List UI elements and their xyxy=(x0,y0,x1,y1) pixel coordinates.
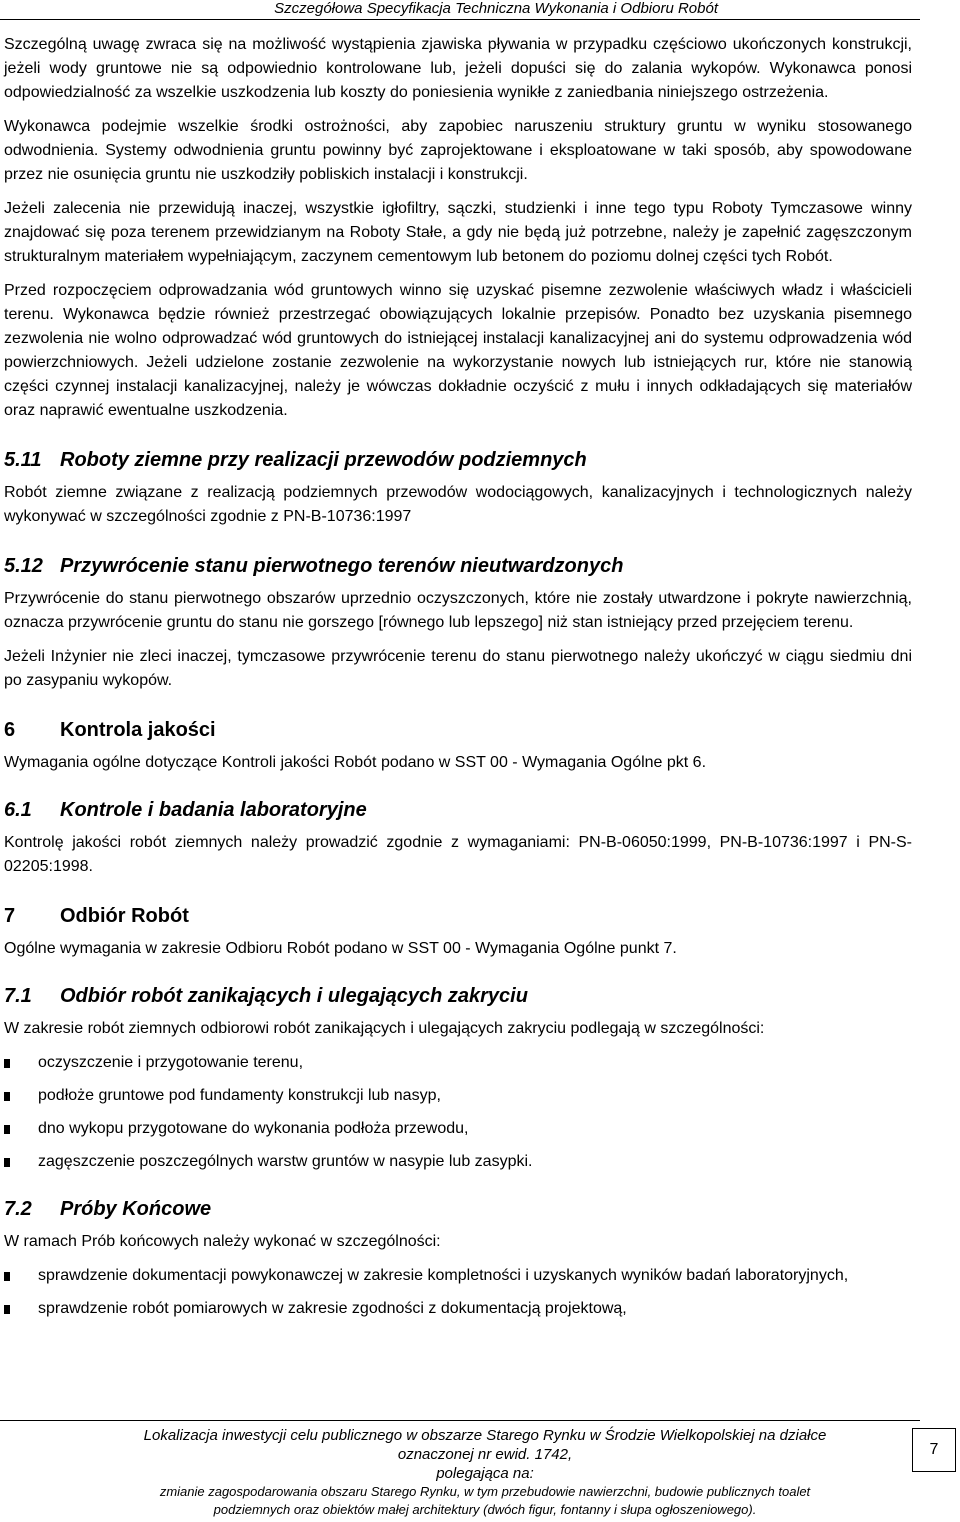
final-tests-list xyxy=(4,1264,912,1321)
section-number: 7.1 xyxy=(4,985,32,1007)
section-number: 7.2 xyxy=(4,1198,32,1220)
paragraph-temporary-works: Jeżeli zalecenia nie przewidują inaczej, wszystkie igłofiltry, sączki, studzienki i inne tego typu Roboty Tymczasowe winny znajdować się poza terenem przewidzianym na Roboty Stałe, a gdy nie będą już potrzebne, należy je zapełnić zagęszczonym strukturalnym materiałem wypełniającym, zaczynem cementowym lub betonem do poziomu dolnej części tych Robót. xyxy=(4,200,912,265)
paragraph-flotation-warning: Szczególną uwagę zwraca się na możliwość wystąpienia zjawiska pływania w przypadku częściowo ukończonych konstrukcji, jeżeli wody gruntowe nie są odpowiednio kontrolowane lub, jeżeli dopuści się do zalania wykopów. Wykonawca ponosi odpowiedzialność za wszelkie uszkodzenia lub koszty do poniesienia wynikłe z zaniedbania niniejszego ostrzeżenia. xyxy=(4,36,912,101)
section-number: 5.12 xyxy=(4,555,43,577)
section-title: Próby Końcowe xyxy=(60,1198,212,1220)
bullet-square-icon xyxy=(4,1305,10,1314)
page-header xyxy=(0,0,960,20)
section-title: Przywrócenie stanu pierwotnego terenów nieutwardzonych xyxy=(60,555,624,577)
list-item xyxy=(4,1051,912,1075)
list-item-text: sprawdzenie robót pomiarowych w zakresie zgodności z dokumentacją projektową, xyxy=(38,1300,627,1317)
section-heading-7-1 xyxy=(4,981,912,1011)
section-title: Kontrole i badania laboratoryjne xyxy=(60,799,367,821)
paragraph-quality-general: Wymagania ogólne dotyczące Kontroli jakości Robót podano w SST 00 - Wymagania Ogólne pkt 6. xyxy=(4,754,707,771)
list-item-text: oczyszczenie i przygotowanie terenu, xyxy=(38,1054,304,1071)
paragraph-quality-tests: Kontrolę jakości robót ziemnych należy prowadzić zgodnie z wymaganiami: PN-B-06050:1999, PN-B-10736:1997 i PN-S-02205:1998. xyxy=(4,834,912,875)
section-heading-5-12 xyxy=(4,551,912,581)
list-item-text: sprawdzenie dokumentacji powykonawczej w zakresie kompletności i uzyskanych wyników badań laboratoryjnych, xyxy=(38,1267,849,1284)
list-item xyxy=(4,1150,912,1174)
paragraph-acceptance-general: Ogólne wymagania w zakresie Odbioru Robót podano w SST 00 - Wymagania Ogólne punkt 7. xyxy=(4,940,677,957)
bullet-square-icon xyxy=(4,1059,10,1068)
footer-text xyxy=(60,1426,910,1519)
footer-line: podziemnych oraz obiektów małej architektury (dwóch figur, fontanny i słupa ogłoszeniowego). xyxy=(213,1502,757,1517)
bullet-square-icon xyxy=(4,1272,10,1281)
section-heading-5-11 xyxy=(4,445,912,475)
list-item xyxy=(4,1297,912,1321)
chapter-number: 6 xyxy=(4,719,16,741)
paragraph-restoration-deadline: Jeżeli Inżynier nie zleci inaczej, tymczasowe przywrócenie terenu do stanu pierwotnego należy ukończyć w ciągu siedmiu dni po zasypaniu wykopów. xyxy=(4,648,912,689)
chapter-title: Odbiór Robót xyxy=(60,905,189,927)
footer-line: oznaczonej nr ewid. 1742, xyxy=(397,1446,573,1463)
list-item-text: podłoże gruntowe pod fundamenty konstrukcji lub nasyp, xyxy=(38,1087,441,1104)
document-body xyxy=(4,33,912,1331)
bullet-square-icon xyxy=(4,1092,10,1101)
page-footer xyxy=(0,1420,960,1522)
list-item xyxy=(4,1264,912,1288)
paragraph-groundwater-permits: Przed rozpoczęciem odprowadzania wód gruntowych winno się uzyskać pisemne zezwolenie właściwych władz i właścicieli terenu. Wykonawca będzie również przestrzegać obowiązujących lokalnie przepisów. Ponadto bez uzyskania pisemnego zezwolenia nie wolno odprowadzać wód gruntowych do istniejącej instalacji kanalizacyjnej ani do systemu odprowadzenia wód powierzchniowych. Jeżeli udzielone zostanie zezwolenie na wykorzystanie nowych lub istniejących rur, które nie stanowią części czynnej instalacji kanalizacyjnej, należy je wówczas dokładnie oczyścić z mułu i innych odkładających się materiałów oraz naprawić ewentualne uszkodzenia. xyxy=(4,282,912,419)
footer-line: Lokalizacja inwestycji celu publicznego w obszarze Starego Rynku w Środzie Wielkopolskiej na działce xyxy=(143,1427,827,1444)
footer-divider xyxy=(0,1420,920,1421)
chapter-title: Kontrola jakości xyxy=(60,719,216,741)
bullet-square-icon xyxy=(4,1158,10,1167)
section-number: 5.11 xyxy=(4,449,42,471)
chapter-heading-7 xyxy=(4,901,912,931)
list-item xyxy=(4,1084,912,1108)
header-divider xyxy=(0,19,920,20)
paragraph-final-tests: W ramach Prób końcowych należy wykonać w szczególności: xyxy=(4,1233,441,1250)
section-heading-7-2 xyxy=(4,1194,912,1224)
list-item-text: zagęszczenie poszczególnych warstw gruntów w nasypie lub zasypki. xyxy=(38,1153,533,1170)
section-number: 6.1 xyxy=(4,799,32,821)
chapter-number: 7 xyxy=(4,905,16,927)
page-number: 7 xyxy=(912,1428,956,1472)
hidden-works-list xyxy=(4,1051,912,1174)
paragraph-underground-pipes: Robót ziemne związane z realizacją podziemnych przewodów wodociągowych, kanalizacyjnych i technologicznych należy wykonywać w szczególności zgodnie z PN-B-10736:1997 xyxy=(4,484,912,525)
paragraph-dewatering-precautions: Wykonawca podejmie wszelkie środki ostrożności, aby zapobiec naruszeniu struktury gruntu w wyniku stosowanego odwodnienia. Systemy odwodnienia gruntu powinny być zaprojektowane i eksploatowane w taki sposób, aby spowodowane przez nie osunięcia gruntu nie uszkodziły pobliskich instalacji i konstrukcji. xyxy=(4,118,912,183)
paragraph-hidden-works: W zakresie robót ziemnych odbiorowi robót zanikających i ulegających zakryciu podlegają w szczególności: xyxy=(4,1020,765,1037)
footer-line: polegająca na: xyxy=(436,1465,534,1482)
section-title: Odbiór robót zanikających i ulegających zakryciu xyxy=(60,985,528,1007)
chapter-heading-6 xyxy=(4,715,912,745)
section-title: Roboty ziemne przy realizacji przewodów podziemnych xyxy=(60,449,587,471)
document-title: Szczegółowa Specyfikacja Techniczna Wykonania i Odbioru Robót xyxy=(274,0,718,17)
paragraph-restoration: Przywrócenie do stanu pierwotnego obszarów uprzednio oczyszczonych, które nie zostały utwardzone i pokryte nawierzchnią, oznacza przywrócenie gruntu do stanu nie gorszego [równego lub lepszego] niż stan istniejący przed przejęciem terenu. xyxy=(4,590,912,631)
section-heading-6-1 xyxy=(4,795,912,825)
list-item xyxy=(4,1117,912,1141)
list-item-text: dno wykopu przygotowane do wykonania podłoża przewodu, xyxy=(38,1120,469,1137)
bullet-square-icon xyxy=(4,1125,10,1134)
footer-line: zmianie zagospodarowania obszaru Starego Rynku, w tym przebudowie nawierzchni, budowie publicznych toalet xyxy=(159,1484,811,1499)
